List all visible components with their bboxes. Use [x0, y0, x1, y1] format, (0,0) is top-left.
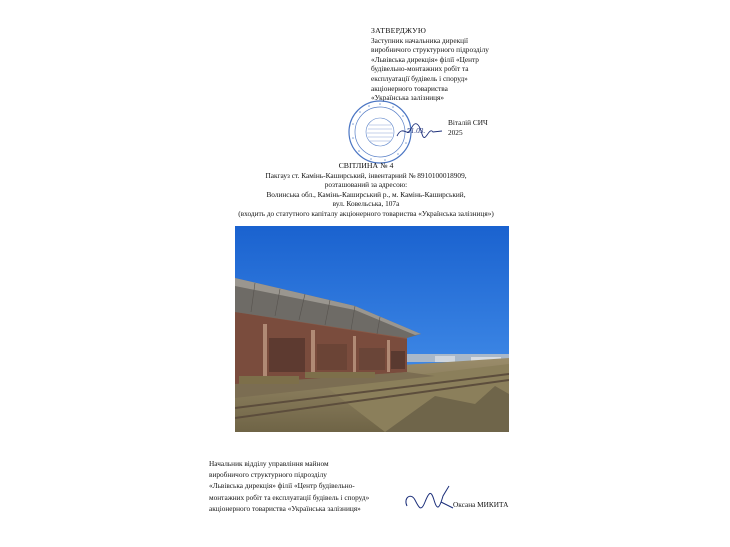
- approval-year: 2025: [448, 127, 463, 137]
- approval-line-5: експлуатації будівель і споруд»: [371, 73, 468, 83]
- approver-name: Віталій СИЧ: [448, 118, 488, 127]
- approval-line-6: акціонерного товариства: [371, 83, 448, 93]
- handwritten-date: 21.03.: [407, 126, 426, 135]
- document-page: [175, 0, 557, 547]
- footer-line-3: «Львівська дирекція» філії «Центр будівельно-: [209, 481, 355, 491]
- footer-line-1: Начальник відділу управління майном: [209, 459, 329, 468]
- approval-line-1: Заступник начальника дирекції: [371, 35, 469, 45]
- photo-caption: [175, 161, 557, 219]
- approval-block: [371, 26, 546, 103]
- footer-line-4: монтажних робіт та експлуатації будівель і споруд»: [209, 492, 370, 502]
- approval-line-2: виробничого структурного підрозділу: [371, 45, 489, 55]
- caption-line-3: Волинська обл., Камінь-Каширський р., м. Камінь-Каширський,: [266, 189, 466, 199]
- caption-title: СВІТЛИНА № 4: [338, 161, 394, 170]
- footer-signature: [401, 482, 455, 518]
- approval-line-4: будівельно-монтажних робіт та: [371, 64, 469, 74]
- warehouse-photo: [235, 226, 509, 432]
- caption-line-4: вул. Ковельська, 107а: [332, 199, 400, 209]
- approval-line-7: «Українська залізниця»: [371, 93, 445, 103]
- caption-line-5: (входить до статутного капіталу акціонерного товариства «Українська залізниця»): [238, 208, 494, 218]
- footer-line-2: виробничого структурного підрозділу: [209, 470, 327, 480]
- approver-name-block: [448, 118, 488, 137]
- footer-signer-name: Оксана МИКИТА: [453, 500, 509, 509]
- caption-line-1: Пакгауз ст. Камінь-Каширський, інвентарний № 8910100018909,: [265, 170, 467, 180]
- footer-line-5: акціонерного товариства «Українська залізниця»: [209, 503, 361, 513]
- approval-heading: ЗАТВЕРДЖУЮ: [371, 26, 427, 35]
- approval-line-3: «Львівська дирекція» філії «Центр: [371, 54, 479, 64]
- caption-line-2: розташований за адресою:: [324, 180, 408, 190]
